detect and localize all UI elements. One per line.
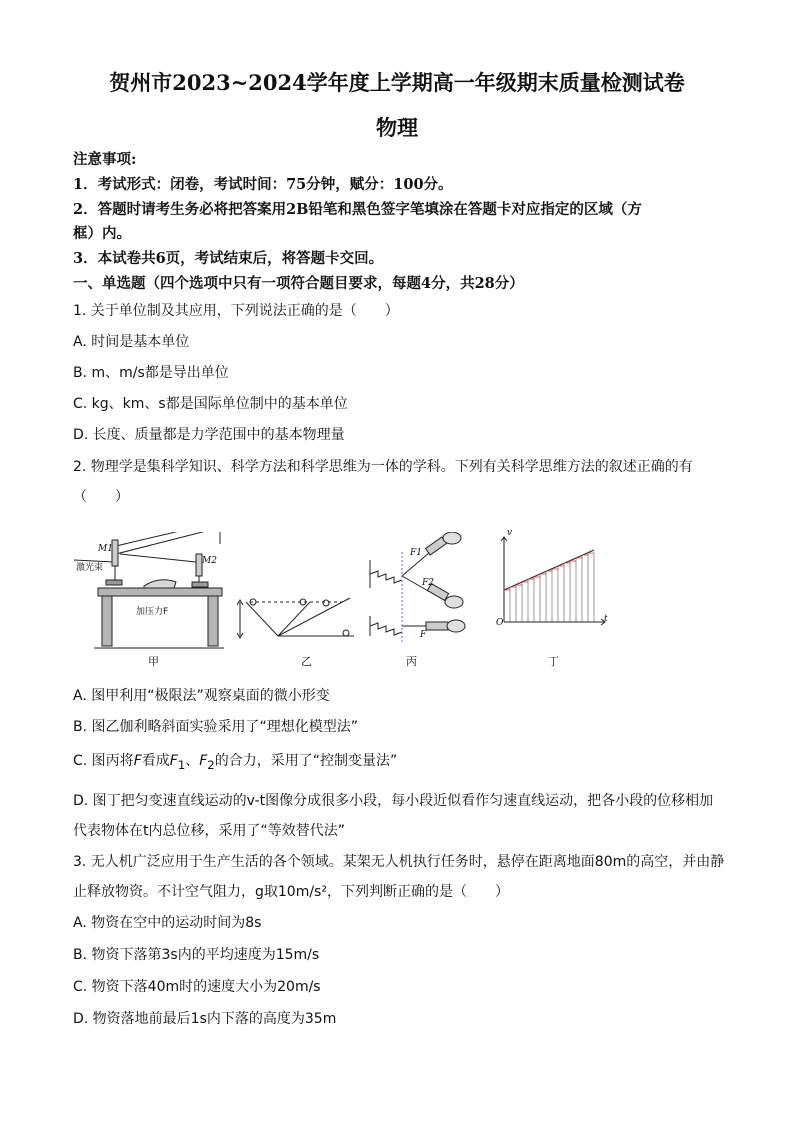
exam-title: 贺州市2023~2024学年度上学期高一年级期末质量检测试卷: [109, 70, 685, 95]
q3-option-b: B. 物资下落第3s内的平均速度为15m/s: [73, 947, 320, 963]
figure-yi-drawing: [237, 598, 354, 638]
label-laser: 激光束: [76, 563, 104, 573]
figure-drawings: [64, 532, 624, 672]
question-2-figure: [64, 528, 624, 672]
q2-option-d-cont: 代表物体在t内总位移，采用了“等效替代法”: [73, 823, 345, 839]
caption-bing: 丙: [406, 655, 417, 668]
q2-option-b: B. 图乙伽利略斜面实验采用了“理想化模型法”: [73, 719, 359, 735]
note-item: 1．考试形式：闭卷，考试时间：75分钟，赋分：100分。: [73, 176, 453, 193]
label-f1: F1: [410, 548, 422, 558]
label-f: F: [420, 630, 427, 640]
q3-option-a: A. 物资在空中的运动时间为8s: [73, 915, 262, 931]
q1-option-d: D. 长度、质量都是力学范围中的基本物理量: [73, 427, 345, 443]
caption-ding: 丁: [548, 655, 559, 668]
q2-option-d: D. 图丁把匀变速直线运动的v-t图像分成很多小段，每小段近似看作匀速直线运动，把各小段的位移相加: [73, 793, 714, 809]
q1-option-a: A. 时间是基本单位: [73, 334, 190, 350]
q3-option-c: C. 物资下落40m时的速度大小为20m/s: [73, 979, 321, 995]
figure-jia-drawing: [74, 532, 224, 648]
note-item: 3．本试卷共6页，考试结束后，将答题卡交回。: [73, 250, 384, 267]
question-3-stem: 3. 无人机广泛应用于生产生活的各个领域。某架无人机执行任务时，悬停在距离地面80m的高空，并由静: [73, 854, 725, 870]
question-3-stem-cont: 止释放物资。不计空气阻力，g取10m/s²，下列判断正确的是（ ）: [73, 884, 509, 900]
question-2-stem: 2. 物理学是集科学知识、科学方法和科学思维为一体的学科。下列有关科学思维方法的叙述正确的有: [73, 459, 693, 475]
label-m1: M1: [98, 544, 113, 554]
note-item: 2．答题时请考生务必将把答案用2B铅笔和黑色签字笔填涂在答题卡对应指定的区域（方: [73, 201, 642, 218]
label-f2: F2: [422, 578, 434, 588]
q1-option-b: B. m、m/s都是导出单位: [73, 365, 229, 381]
q2-option-c: C. 图丙将F看成$F_1$、$F_2$的合力，采用了“控制变量法”: [73, 753, 398, 772]
label-force: 加压力F: [136, 607, 169, 617]
caption-jia: 甲: [148, 655, 159, 668]
label-origin: O: [496, 618, 504, 628]
q1-option-c: C. kg、km、s都是国际单位制中的基本单位: [73, 396, 348, 412]
q3-option-d: D. 物资落地前最后1s内下落的高度为35m: [73, 1011, 337, 1027]
exam-subject: 物理: [376, 115, 418, 140]
section-heading: 一、单选题（四个选项中只有一项符合题目要求，每题4分，共28分）: [73, 275, 524, 292]
caption-yi: 乙: [301, 655, 312, 668]
question-1-stem: 1. 关于单位制及其应用，下列说法正确的是（ ）: [73, 303, 399, 319]
label-v-axis: v: [507, 528, 513, 538]
notes-heading: 注意事项:: [73, 151, 137, 168]
figure-ding-drawing: [501, 537, 605, 625]
note-item: 框）内。: [73, 225, 131, 242]
label-t-axis: t: [604, 614, 608, 624]
question-2-stem-cont: （ ）: [73, 489, 129, 505]
q2-option-a: A. 图甲利用“极限法”观察桌面的微小形变: [73, 688, 330, 704]
label-m2: M2: [202, 556, 217, 566]
